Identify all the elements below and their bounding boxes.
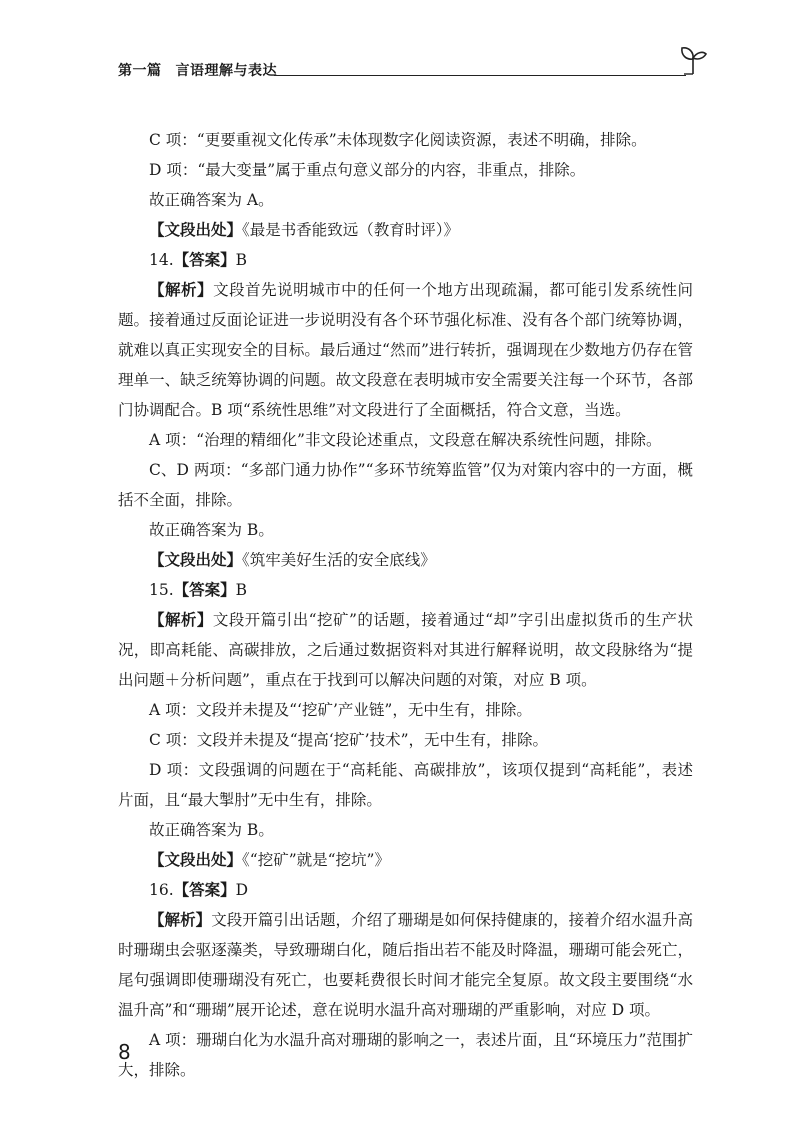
answer-value: B: [235, 251, 248, 269]
answer-value: B: [235, 581, 248, 599]
paragraph: A 项：珊瑚白化为水温升高对珊瑚的影响之一，表述片面，且“环境压力”范围扩大，排除。: [118, 1031, 693, 1079]
analysis-tag: 【解析】: [149, 911, 212, 929]
paragraph: D 项：“最大变量”属于重点句意义部分的内容，非重点，排除。: [149, 161, 586, 179]
source-title: 《“挖矿”就是“挖坑”》: [242, 851, 390, 869]
paragraph: D 项：文段强调的问题在于“高耗能、高碳排放”，该项仅提到“高耗能”，表述片面，且“最大掣肘”无中生有，排除。: [118, 761, 693, 809]
running-header: [118, 60, 708, 90]
question-number: 14.: [149, 251, 174, 269]
answer-tag: 【答案】: [173, 251, 236, 269]
question-number: 15.: [149, 581, 174, 599]
source-line: [118, 215, 693, 245]
answer-line: [118, 245, 693, 275]
question-number: 16.: [149, 881, 174, 899]
answer-value: D: [235, 881, 249, 899]
source-line: [118, 545, 693, 575]
conclusion: 故正确答案为 B。: [149, 521, 274, 539]
analysis: 【解析】文段首先说明城市中的任何一个地方出现疏漏，都可能引发系统性问题。接着通过反面论证进一步说明没有各个环节强化标准、没有各个部门统筹协调，就难以真正实现安全的目标。最后通过“然而”进行转折，强调现在少数地方仍存在管理单一、缺乏统筹协调的问题。故文段意在表明城市安全需要关注每一个环节，各部门协调配合。B 项“系统性思维”对文段进行了全面概括，符合文意，当选。: [118, 281, 693, 419]
conclusion: 故正确答案为 A。: [149, 191, 274, 209]
answer-line: [118, 575, 693, 605]
header-title: [118, 60, 277, 80]
header-section-title: 言语理解与表达: [175, 63, 277, 79]
answer-tag: 【答案】: [173, 881, 236, 899]
analysis-tag: 【解析】: [149, 281, 214, 299]
source-tag: 【文段出处】: [149, 551, 243, 569]
paragraph: A 项：“治理的精细化”非文段论述重点，文段意在解决系统性问题，排除。: [149, 431, 662, 449]
header-rule: [274, 75, 686, 76]
source-title: 《最是书香能致远（教育时评）》: [242, 221, 460, 239]
source-tag: 【文段出处】: [149, 221, 243, 239]
analysis-tag: 【解析】: [149, 611, 213, 629]
source-tag: 【文段出处】: [149, 851, 243, 869]
analysis: 【解析】文段开篇引出话题，介绍了珊瑚是如何保持健康的，接着介绍水温升高时珊瑚虫会驱逐藻类，导致珊瑚白化，随后指出若不能及时降温，珊瑚可能会死亡，尾句强调即使珊瑚没有死亡，也要耗费很长时间才能完全复原。故文段主要围绕“水温升高”和“珊瑚”展开论述，意在说明水温升高对珊瑚的严重影响，对应 D 项。: [118, 911, 693, 1019]
answer-explanations: [118, 125, 693, 1085]
conclusion: 故正确答案为 B。: [149, 821, 274, 839]
answer-line: [118, 875, 693, 905]
source-line: [118, 845, 693, 875]
paragraph: C 项：“更要重视文化传承”未体现数字化阅读资源，表述不明确，排除。: [149, 131, 647, 149]
paragraph: C、D 两项：“多部门通力协作”“多环节统筹监管”仅为对策内容中的一方面，概括不全面，排除。: [118, 461, 693, 509]
answer-tag: 【答案】: [173, 581, 236, 599]
analysis: 【解析】文段开篇引出“挖矿”的话题，接着通过“却”字引出虚拟货币的生产状况，即高耗能、高碳排放，之后通过数据资料对其进行解释说明，故文段脉络为“提出问题＋分析问题”，重点在于找到可以解决问题的对策，对应 B 项。: [118, 611, 693, 689]
paragraph: C 项：文段并未提及“提高‘挖矿’技术”，无中生有，排除。: [149, 731, 548, 749]
page-number: 8: [118, 1040, 131, 1064]
sprout-icon: [678, 44, 708, 76]
paragraph: A 项：文段并未提及“‘挖矿’产业链”，无中生有，排除。: [149, 701, 532, 719]
source-title: 《筑牢美好生活的安全底线》: [242, 551, 436, 569]
header-part: 第一篇: [118, 63, 162, 79]
